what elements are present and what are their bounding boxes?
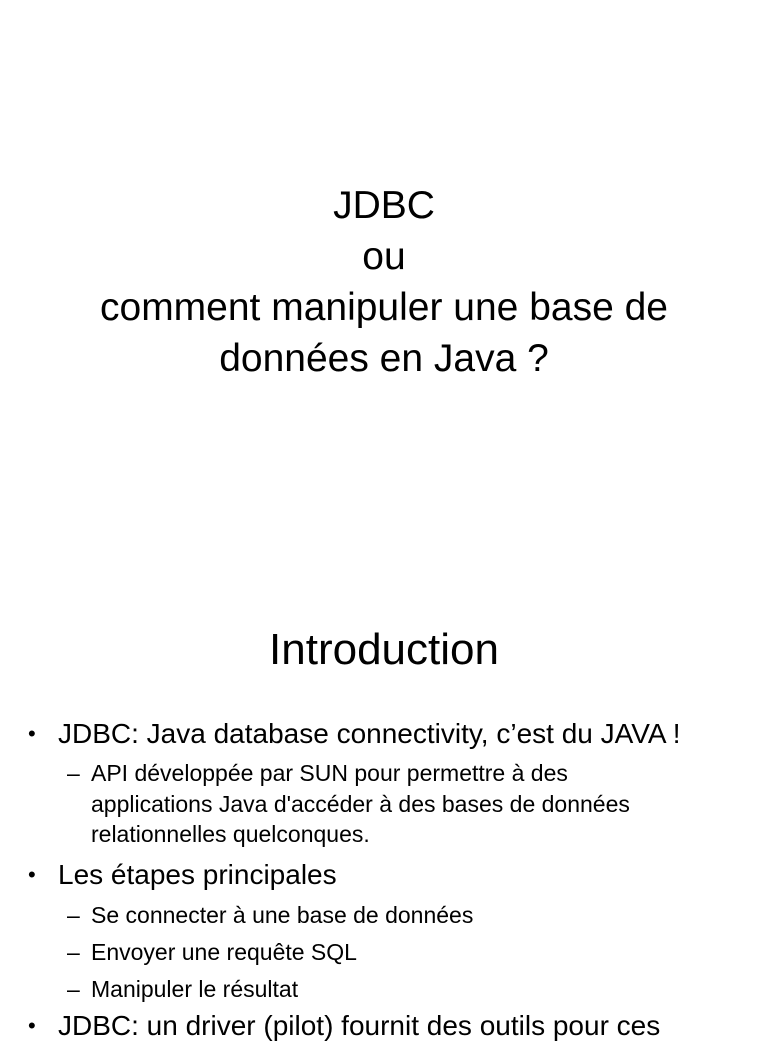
title-line: comment manipuler une base de [100, 286, 668, 329]
bullet-marker: • [28, 1013, 36, 1038]
sub-bullet-marker: – [67, 760, 80, 786]
sub-bullet-text: Se connecter à une base de données [91, 902, 474, 928]
sub-bullet-text: Manipuler le résultat [91, 976, 299, 1002]
bullet-marker: • [28, 862, 36, 887]
bullet-text: Les étapes principales [58, 859, 337, 890]
sub-bullet-marker: – [67, 976, 80, 1002]
sub-bullet-text: Envoyer une requête SQL [91, 939, 357, 965]
title-line: JDBC [333, 184, 435, 227]
title-line: données en Java ? [219, 337, 549, 380]
title-slide [0, 180, 768, 384]
bullet-marker: • [28, 721, 36, 746]
sub-bullet-marker: – [67, 902, 80, 928]
sub-bullet-marker: – [67, 939, 80, 965]
sub-bullet-line: relationnelles quelconques. [91, 821, 370, 847]
sub-bullet-item [67, 758, 747, 850]
bullet-text: JDBC: Java database connectivity, c’est du JAVA ! [58, 718, 681, 749]
sub-bullet-text [91, 758, 751, 850]
title-line: ou [362, 235, 406, 278]
slide-title: Introduction [269, 625, 499, 674]
sub-bullet-line: API développée par SUN pour permettre à des [91, 760, 568, 786]
bullet-text: JDBC: un driver (pilot) fournit des outils pour ces [58, 1010, 661, 1041]
sub-bullet-line: applications Java d'accéder à des bases de données [91, 790, 630, 817]
